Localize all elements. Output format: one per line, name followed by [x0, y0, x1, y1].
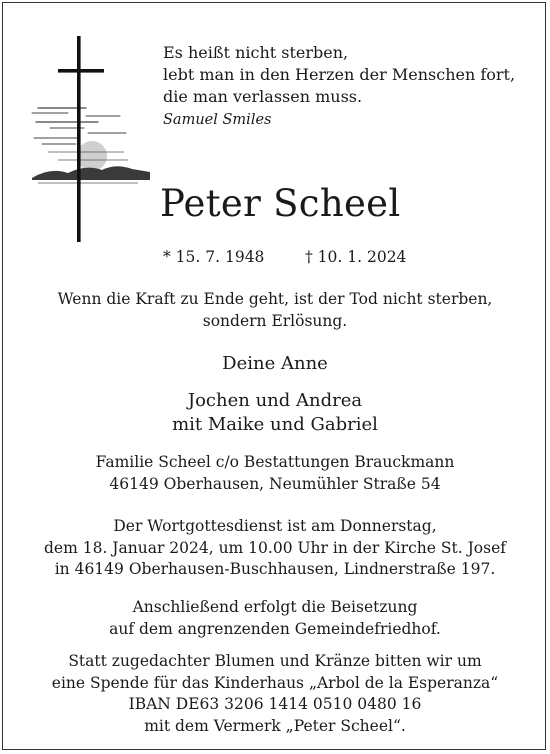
donation-info — [10, 651, 540, 737]
donation-line: mit dem Vermerk „Peter Scheel“. — [144, 716, 406, 735]
address-line: 46149 Oberhausen, Neumühler Straße 54 — [109, 474, 441, 493]
service-line: in 46149 Oberhausen-Buschhausen, Lindnerstraße 197. — [54, 560, 496, 578]
contact-address — [10, 452, 540, 495]
cross-landscape-icon — [28, 36, 158, 242]
service-line: Der Wortgottesdienst ist am Donnerstag, — [113, 517, 437, 535]
service-info — [10, 516, 540, 581]
life-dates — [163, 246, 523, 268]
motto-line: Wenn die Kraft zu Ende geht, ist der Tod nicht sterben, — [57, 290, 493, 308]
mourner-line: Jochen und Andrea — [187, 390, 363, 411]
quote-author: Samuel Smiles — [163, 112, 272, 128]
donation-line: Statt zugedachter Blumen und Kränze bitten wir um — [68, 652, 482, 670]
motto — [10, 289, 540, 332]
burial-info — [10, 597, 540, 640]
quote — [163, 42, 523, 131]
burial-line: Anschließend erfolgt die Beisetzung — [132, 598, 418, 616]
death-date: † 10. 1. 2024 — [305, 248, 407, 266]
motto-line: sondern Erlösung. — [202, 311, 348, 330]
quote-line: die man verlassen muss. — [163, 87, 363, 106]
mourner-line: Deine Anne — [222, 353, 328, 374]
mourner-line: mit Maike und Gabriel — [172, 414, 378, 435]
mourner-family — [10, 389, 540, 437]
donation-line: eine Spende für das Kinderhaus „Arbol de la Esperanza“ — [51, 673, 499, 692]
deceased-name: Peter Scheel — [160, 182, 401, 225]
service-line: dem 18. Januar 2024, um 10.00 Uhr in der Kirche St. Josef — [43, 538, 506, 557]
birth-date: * 15. 7. 1948 — [163, 248, 265, 266]
quote-line: Es heißt nicht sterben, — [163, 43, 349, 62]
burial-line: auf dem angrenzenden Gemeindefriedhof. — [109, 619, 441, 638]
address-line: Familie Scheel c/o Bestattungen Brauckmann — [95, 453, 455, 471]
mourner-first — [10, 352, 540, 376]
donation-line: IBAN DE63 3206 1414 0510 0480 16 — [128, 695, 422, 713]
quote-line: lebt man in den Herzen der Menschen fort, — [163, 65, 516, 84]
